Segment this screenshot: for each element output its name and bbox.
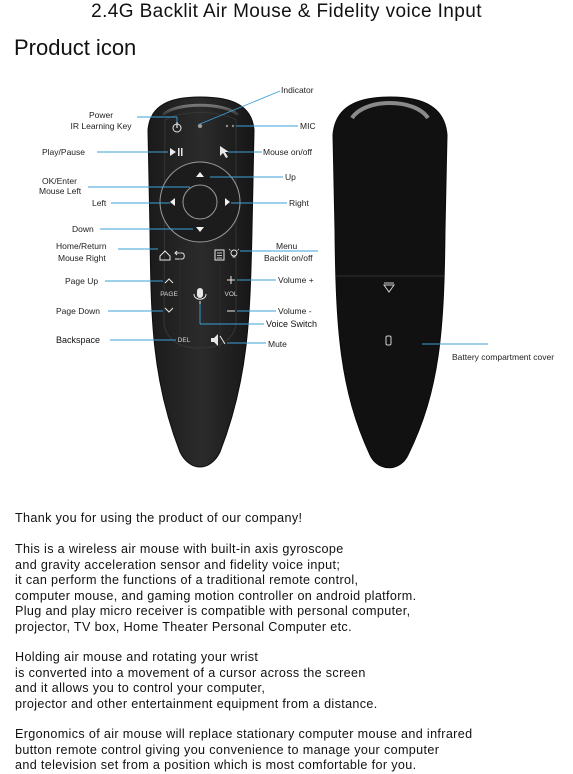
callout-volume-plus: Volume +: [278, 275, 314, 285]
ergonomics-paragraph: [15, 727, 565, 774]
product-figure: [0, 80, 573, 480]
text-line: This is a wireless air mouse with built-in axis gyroscope: [15, 542, 344, 556]
text-line: Thank you for using the product of our company!: [15, 511, 303, 525]
callout-ir-learning: IR Learning Key: [70, 121, 132, 131]
del-label: DEL: [177, 337, 191, 344]
callout-battery-cover: Battery compartment cover: [452, 352, 555, 362]
callout-right: Right: [289, 198, 309, 208]
page-label: PAGE: [160, 291, 178, 298]
callout-down: Down: [72, 224, 94, 234]
intro-paragraph: [15, 542, 565, 635]
callout-indicator: Indicator: [281, 85, 314, 95]
callout-page-up: Page Up: [65, 276, 99, 286]
callout-mute: Mute: [268, 339, 287, 349]
remote-front: [148, 97, 254, 467]
callout-menu: Menu: [276, 241, 298, 251]
text-line: projector and other entertainment equipment from a distance.: [15, 696, 378, 711]
text-line: button remote control giving you convenience to manage your computer: [15, 742, 440, 757]
text-line: Ergonomics of air mouse will replace stationary computer mouse and infrared: [15, 727, 473, 741]
callout-mouse-right: Mouse Right: [58, 253, 106, 263]
callout-ok-enter: OK/Enter: [42, 176, 77, 186]
text-line: and gravity acceleration sensor and fidelity voice input;: [15, 557, 341, 572]
callout-page-down: Page Down: [56, 306, 100, 316]
text-line: it can perform the functions of a traditional remote control,: [15, 573, 359, 587]
text-line: is converted into a movement of a cursor across the screen: [15, 665, 366, 680]
indicator-light: [198, 124, 202, 128]
section-title: Product icon: [14, 35, 137, 60]
callout-play-pause: Play/Pause: [42, 147, 85, 157]
thanks-paragraph: [15, 511, 565, 527]
callout-mic: MIC: [300, 121, 316, 131]
callout-volume-minus: Volume -: [278, 306, 312, 316]
callout-voice-switch: Voice Switch: [266, 319, 318, 329]
callout-mouse-left: Mouse Left: [39, 186, 82, 196]
callout-left: Left: [92, 198, 107, 208]
ok-button[interactable]: [183, 185, 217, 219]
remote-back: [333, 97, 447, 468]
callout-power: Power: [88, 110, 114, 120]
text-line: and it allows you to control your computer,: [15, 681, 266, 695]
callout-home-return: Home/Return: [56, 241, 107, 251]
text-line: computer mouse, and gaming motion controller on android platform.: [15, 588, 417, 603]
text-line: Plug and play micro receiver is compatible with personal computer,: [15, 604, 411, 618]
callout-backspace: Backspace: [56, 335, 101, 345]
callout-backlit: Backlit on/off: [264, 253, 313, 263]
text-line: Holding air mouse and rotating your wrist: [15, 650, 259, 664]
holding-paragraph: [15, 650, 565, 712]
direction-pad[interactable]: [160, 162, 240, 242]
page-title: 2.4G Backlit Air Mouse & Fidelity voice Input: [91, 1, 482, 22]
vol-label: VOL: [224, 291, 238, 298]
text-line: and television set from a position which is most comfortable for you.: [15, 758, 417, 772]
text-line: projector, TV box, Home Theater Personal Computer etc.: [15, 619, 352, 634]
callout-up: Up: [285, 172, 296, 182]
callout-mouse-on-off: Mouse on/off: [263, 147, 312, 157]
